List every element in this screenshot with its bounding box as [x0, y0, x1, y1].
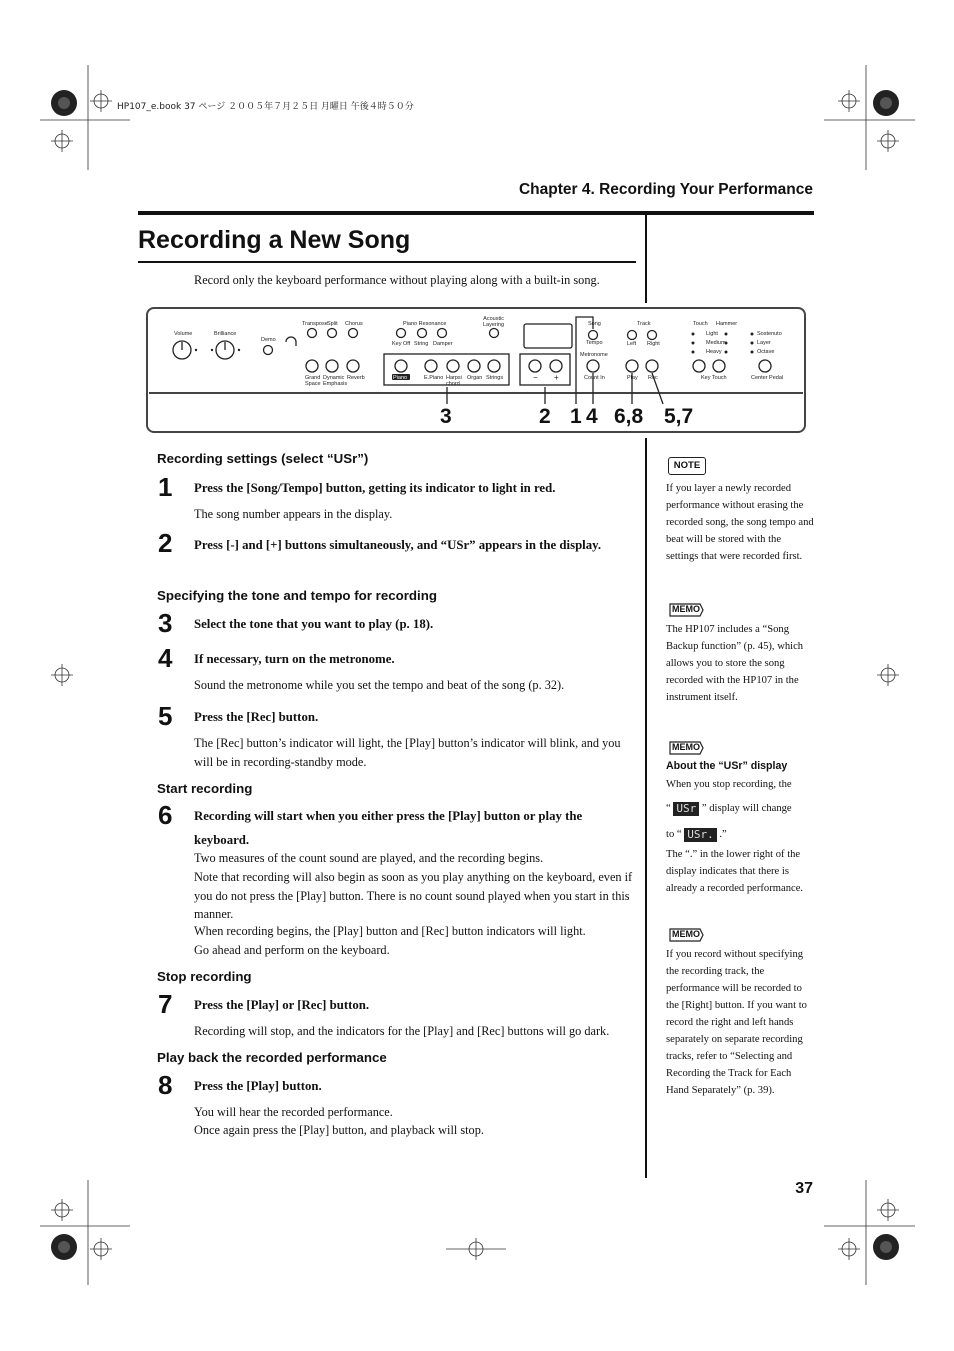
page-title: Recording a New Song: [138, 226, 411, 254]
memo-2-line1: When you stop recording, the: [666, 779, 792, 790]
step-2-head: Press [-] and [+] buttons simultaneously, and “USr” appears in the display.: [194, 538, 602, 552]
strings-label: Strings: [486, 375, 504, 381]
count-in-label: Count In: [584, 375, 605, 381]
sostenuto-label: Sostenuto: [757, 331, 782, 337]
to-text: to “: [666, 829, 682, 840]
plus-label: +: [554, 373, 559, 382]
column-divider-lower: [645, 438, 647, 1178]
volume-label: Volume: [174, 331, 193, 337]
end-quote: .”: [719, 829, 727, 840]
piano-label: Piano: [393, 375, 408, 381]
callout-3: 3: [440, 405, 452, 428]
step-number-2: 2: [158, 528, 173, 558]
touch-light-label: Light: [706, 331, 718, 337]
step-number-3: 3: [158, 608, 173, 638]
section-heading-play-back: Play back the recorded performance: [157, 1050, 387, 1065]
step-7-body: Recording will stop, and the indicators for the [Play] and [Rec] buttons will go dark.: [194, 1024, 610, 1038]
piano-resonance-label: Piano Resonance: [403, 321, 447, 327]
grand-space-label: Grand Space: [305, 375, 321, 387]
step-7-head: Press the [Play] or [Rec] button.: [194, 998, 370, 1012]
step-1-body: The song number appears in the display.: [194, 507, 393, 521]
left-label: Left: [627, 341, 637, 347]
track-label: Track: [637, 321, 651, 327]
key-off-label: Key Off: [392, 341, 411, 347]
step-1-head: Press the [Song/Tempo] button, getting its indicator to light in red.: [194, 481, 556, 495]
step-5-body: The [Rec] button’s indicator will light, the [Play] button’s indicator will blink, and you will be in recording-standby mode.: [194, 736, 621, 769]
dynamic-emphasis-label: Dynamic Emphasis: [323, 375, 348, 387]
memo-2-line3: [666, 826, 816, 843]
memo-2-title: About the “USr” display: [666, 760, 788, 772]
column-divider: [645, 215, 647, 303]
key-touch-label: Key Touch: [701, 375, 727, 381]
step-6-body-4: Go ahead and perform on the keyboard.: [194, 943, 390, 957]
step-number-5: 5: [158, 701, 173, 731]
center-pedal-label: Center Pedal: [751, 375, 784, 381]
quote-close-text: ” display will change: [701, 803, 792, 814]
play-label: Play: [627, 375, 638, 381]
transpose-label: Transpose: [302, 321, 328, 327]
touch-heavy-label: Heavy: [706, 349, 722, 355]
split-label: Split: [327, 321, 338, 327]
step-4-head: If necessary, turn on the metronome.: [194, 652, 395, 666]
note-text: If you layer a newly recorded performance without erasing the recorded song, the song tempo and beat will be stored with the settings that were recorded first.: [666, 483, 814, 562]
usr-display-icon: USr: [673, 802, 699, 816]
rec-label: Rec: [648, 375, 658, 381]
step-number-1: 1: [158, 472, 173, 502]
memo-3-text: If you record without specifying the recording track, the performance will be recorded to the [Right] button. If you want to record the right and left hands separately on separate recording tracks, refer to “Selecting and Recording the Track for Each Hand Separately” (p. 39).: [666, 949, 807, 1096]
intro-text: Record only the keyboard performance without playing along with a built-in song.: [194, 273, 600, 287]
right-label: Right: [647, 341, 660, 347]
callout-6-8: 6,8: [614, 405, 644, 428]
step-3-head: Select the tone that you want to play (p. 18).: [194, 617, 434, 631]
quote-open: “: [666, 803, 671, 814]
memo-1-text: The HP107 includes a “Song Backup function” (p. 45), which allows you to store the song recorded with the HP107 in the instrument itself.: [666, 624, 804, 703]
memo-label-1: MEMO: [672, 604, 700, 614]
epiano-label: E.Piano: [424, 375, 444, 381]
reverb-label: Reverb: [347, 375, 365, 381]
step-6-head: Recording will start when you either press the [Play] button or play the keyboard.: [194, 809, 583, 847]
step-number-6: 6: [158, 800, 173, 830]
title-rule: [138, 261, 636, 263]
octave-label: Octave: [757, 349, 775, 355]
tempo-label: Tempo: [586, 340, 603, 346]
usr-dot-display-icon: USr.: [684, 828, 717, 842]
layer-label: Layer: [757, 340, 771, 346]
step-number-8: 8: [158, 1070, 173, 1100]
string-label: String: [414, 341, 429, 347]
touch-medium-label: Medium: [706, 340, 726, 346]
chapter-title: Chapter 4. Recording Your Performance: [518, 181, 813, 198]
step-8-head: Press the [Play] button.: [194, 1079, 322, 1093]
acoustic-layering-label: Acoustic Layering: [483, 316, 505, 328]
organ-label: Organ: [467, 375, 483, 381]
memo-2-line2: [666, 800, 816, 817]
step-4-body: Sound the metronome while you set the tempo and beat of the song (p. 32).: [194, 678, 565, 692]
section-heading-tone-tempo: Specifying the tone and tempo for recording: [157, 588, 437, 603]
minus-label: −: [533, 373, 538, 382]
step-6-body-2: Note that recording will also begin as soon as you play anything on the keyboard, even if you do not press the [Play] button. There is no count sound played when you start in this manner.: [194, 870, 633, 921]
step-number-7: 7: [158, 989, 173, 1019]
memo-label-2: MEMO: [672, 742, 700, 752]
memo-label-3: MEMO: [672, 929, 700, 939]
chorus-label: Chorus: [345, 321, 363, 327]
callout-4: 4: [586, 405, 598, 428]
page-number: 37: [795, 1180, 813, 1197]
demo-label: Demo: [261, 337, 276, 343]
step-8-body-1: You will hear the recorded performance.: [194, 1105, 393, 1119]
hammer-label: Hammer: [716, 321, 738, 327]
step-number-4: 4: [158, 643, 173, 673]
step-5-head: Press the [Rec] button.: [194, 710, 319, 724]
step-6-body-1: Two measures of the count sound are played, and the recording begins.: [194, 851, 544, 865]
callout-5-7: 5,7: [664, 405, 694, 428]
note-icon: NOTE: [668, 457, 706, 475]
section-heading-recording-settings: Recording settings (select “USr”): [157, 451, 369, 466]
memo-2-rest: The “.” in the lower right of the display indicates that there is already a recorded performance.: [666, 849, 804, 894]
section-heading-stop-recording: Stop recording: [157, 969, 252, 984]
file-info: HP107_e.book 37 ページ ２００５年７月２５日 月曜日 午後４時５０分: [117, 102, 414, 112]
damper-label: Damper: [433, 341, 453, 347]
callout-2: 2: [539, 405, 551, 428]
metronome-label: Metronome: [580, 352, 608, 358]
callout-1: 1: [570, 405, 582, 428]
touch-label: Touch: [693, 321, 708, 327]
step-6-body-3: When recording begins, the [Play] button and [Rec] button indicators will light.: [194, 924, 586, 938]
song-label: Song: [588, 321, 601, 327]
section-heading-start-recording: Start recording: [157, 781, 253, 796]
header-rule: [138, 211, 814, 215]
brilliance-label: Brilliance: [214, 331, 237, 337]
step-8-body-2: Once again press the [Play] button, and playback will stop.: [194, 1123, 484, 1137]
harpsichord-label: Harpsi chord: [446, 375, 462, 387]
